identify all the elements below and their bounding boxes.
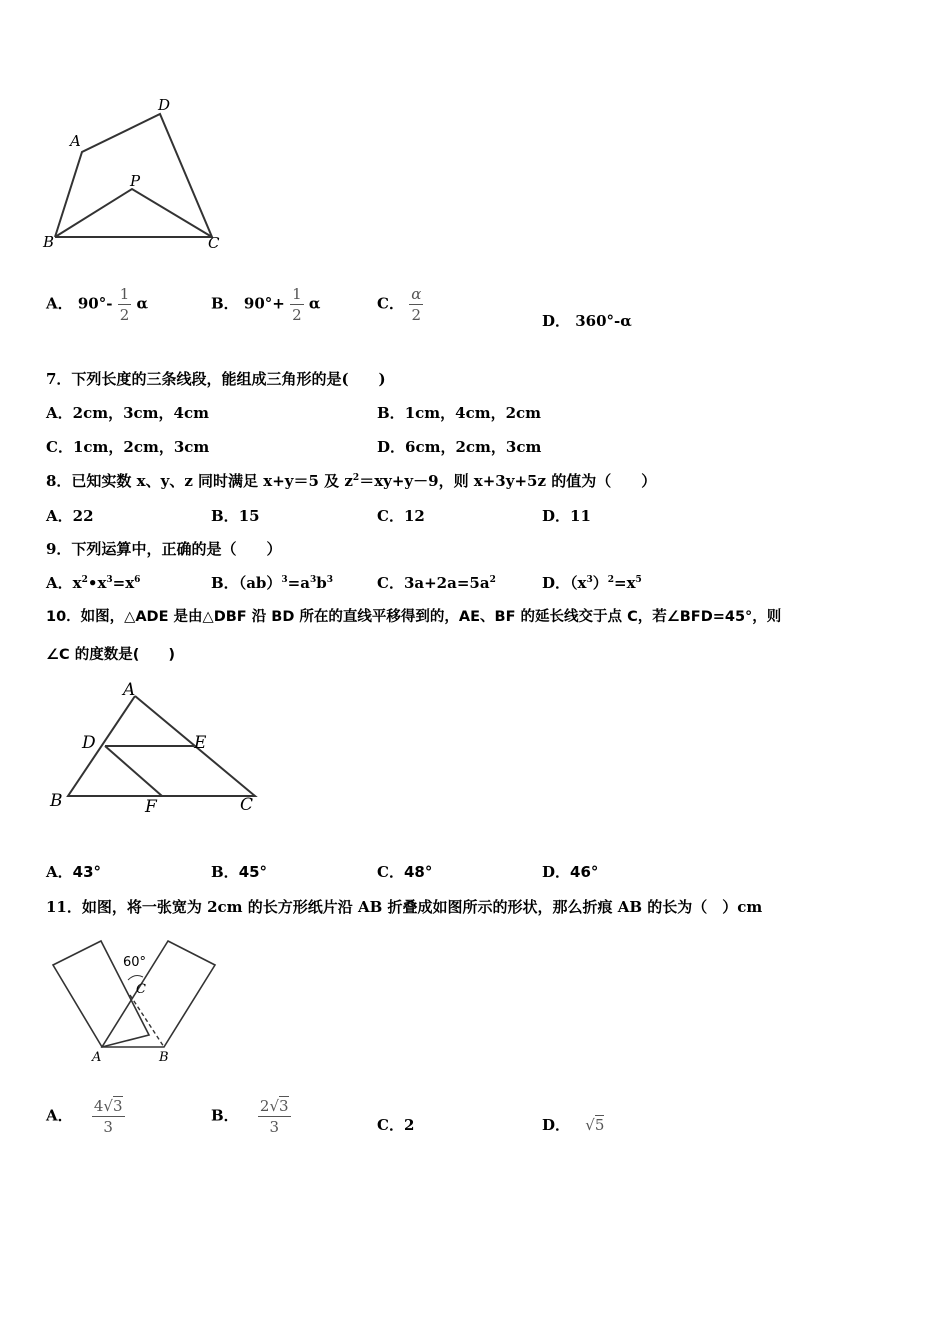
q10-label-c: C bbox=[240, 795, 254, 815]
q7-option-b-text: 1cm，4cm，2cm bbox=[404, 404, 542, 422]
q11-b-coef: 2 bbox=[259, 1097, 270, 1115]
q6-option-b-pre: 90°+ bbox=[243, 294, 285, 313]
q10-option-b-text: 45° bbox=[238, 863, 268, 881]
q11-label-a: A bbox=[92, 1050, 102, 1065]
q8-option-d bbox=[542, 506, 591, 526]
q6-option-a-num: 1 bbox=[119, 285, 130, 303]
q6-label-c: C bbox=[208, 234, 220, 252]
q11-option-d-label: D． bbox=[542, 1116, 571, 1134]
q11-option-d bbox=[542, 1115, 604, 1135]
q10-label-d: D bbox=[82, 733, 96, 753]
q10-option-a-text: 43° bbox=[72, 863, 102, 881]
q6-option-d-label: D． bbox=[542, 312, 571, 330]
q6-option-a bbox=[46, 286, 148, 323]
q9-a-2: •x bbox=[87, 574, 107, 592]
q11-b-rad: 3 bbox=[279, 1097, 289, 1115]
q9-d-s3: 5 bbox=[635, 575, 642, 585]
q10-option-c-label: C． bbox=[377, 863, 404, 881]
q6-option-c-fraction bbox=[409, 286, 423, 323]
q10-option-b bbox=[211, 862, 267, 882]
q11-d-rad: 5 bbox=[594, 1116, 605, 1134]
q10-option-a bbox=[46, 862, 101, 882]
q6-option-a-den: 2 bbox=[119, 306, 130, 324]
q6-label-d: D bbox=[158, 96, 171, 114]
q10-option-b-label: B． bbox=[211, 863, 239, 881]
q6-option-b-num: 1 bbox=[292, 285, 302, 303]
q8-option-c-label: C． bbox=[377, 507, 404, 525]
q8-stem-part1: 8．已知实数 x、y、z 同时满足 x+y＝5 及 z bbox=[46, 472, 353, 490]
q11-option-b bbox=[211, 1098, 291, 1135]
q6-option-a-label: A． bbox=[46, 294, 73, 313]
q9-a-s2: 3 bbox=[106, 575, 113, 585]
q6-option-b-den: 2 bbox=[292, 306, 302, 324]
q7-option-a-label: A． bbox=[46, 404, 73, 422]
q10-label-b: B bbox=[50, 791, 63, 811]
q10-label-f: F bbox=[145, 797, 157, 817]
q6-inner-lines bbox=[55, 189, 212, 237]
figure-q10-triangles bbox=[40, 678, 270, 818]
q9-b-s2: 3 bbox=[309, 575, 317, 585]
q7-option-a bbox=[46, 403, 209, 423]
q7-option-d-text: 6cm，2cm，3cm bbox=[405, 438, 542, 456]
q9-b-s3: 3 bbox=[326, 575, 333, 585]
q10-option-d-text: 46° bbox=[570, 863, 599, 881]
q6-option-b-label: B． bbox=[211, 294, 239, 313]
q11-stem: 11．如图，将一张宽为 2cm 的长方形纸片沿 AB 折叠成如图所示的形状，那么折痕 AB 的长为（ ）cm bbox=[46, 898, 763, 916]
q9-a-s3: 6 bbox=[134, 575, 141, 585]
q9-option-b bbox=[211, 573, 333, 593]
q8-option-a-text: 22 bbox=[72, 507, 94, 525]
q11-label-c: C bbox=[136, 982, 146, 997]
q9-option-d-label: D． bbox=[542, 574, 571, 592]
q6-option-c-label: C． bbox=[377, 294, 404, 313]
q6-label-b: B bbox=[43, 233, 55, 251]
q10-label-a: A bbox=[123, 680, 136, 700]
q10-option-a-label: A． bbox=[46, 863, 73, 881]
q11-option-a-num bbox=[92, 1098, 125, 1117]
q8-option-b bbox=[211, 506, 260, 526]
q10-stem-line1: 10．如图，△ADE 是由△DBF 沿 BD 所在的直线平移得到的，AE、BF 的延长线交于点 C，若∠BFD=45°，则 bbox=[46, 609, 782, 625]
q8-option-c bbox=[377, 506, 425, 526]
figure-q6-quadrilateral bbox=[40, 92, 240, 257]
q7-stem: 7．下列长度的三条线段，能组成三角形的是( ) bbox=[46, 370, 386, 388]
q9-option-c-label: C． bbox=[377, 574, 404, 592]
q9-b-1: （ab） bbox=[238, 574, 282, 592]
q6-option-a-post: α bbox=[136, 294, 149, 313]
q6-label-a: A bbox=[70, 132, 81, 150]
q6-option-b bbox=[211, 286, 320, 323]
q8-option-d-text: 11 bbox=[570, 507, 591, 525]
q9-a-s1: 2 bbox=[81, 575, 88, 585]
q9-c-s1: 2 bbox=[489, 575, 496, 585]
q7-option-c-text: 1cm，2cm，3cm bbox=[72, 438, 210, 456]
q6-option-c-den: 2 bbox=[411, 306, 422, 324]
q11-option-b-den: 3 bbox=[269, 1118, 280, 1136]
q11-label-angle: 60° bbox=[123, 955, 147, 970]
q10-option-d-label: D． bbox=[542, 863, 571, 881]
q11-option-b-fraction bbox=[258, 1098, 291, 1135]
q8-option-d-label: D． bbox=[542, 507, 571, 525]
sqrt-icon: √ bbox=[585, 1116, 595, 1134]
q6-label-p: P bbox=[130, 172, 141, 190]
q8-option-a bbox=[46, 506, 94, 526]
q8-option-b-label: B． bbox=[211, 507, 239, 525]
q11-option-c bbox=[377, 1115, 414, 1135]
q11-option-a bbox=[46, 1098, 125, 1135]
q6-option-d bbox=[542, 311, 632, 331]
q9-d-s2: 2 bbox=[607, 575, 615, 585]
q11-label-b: B bbox=[159, 1050, 169, 1065]
q9-d-s1: 3 bbox=[586, 575, 593, 585]
q10-line-df bbox=[105, 746, 162, 796]
q6-option-c bbox=[377, 286, 423, 323]
q6-option-c-num: α bbox=[411, 285, 422, 303]
q10-stem-line2: ∠C 的度数是( ) bbox=[46, 647, 175, 663]
q8-stem-sup: 2 bbox=[352, 473, 360, 483]
q11-angle-arc bbox=[128, 976, 143, 980]
q11-option-b-label: B． bbox=[211, 1106, 239, 1125]
q9-b-3: b bbox=[316, 574, 327, 592]
q11-option-c-text: 2 bbox=[403, 1116, 415, 1134]
q11-a-coef: 4 bbox=[93, 1097, 104, 1115]
q9-c-1: 3a+2a=5a bbox=[403, 574, 490, 592]
q11-right-strip bbox=[102, 941, 215, 1047]
q7-option-d bbox=[377, 437, 541, 457]
q7-option-c bbox=[46, 437, 209, 457]
q6-option-b-fraction bbox=[290, 286, 304, 323]
q7-option-b bbox=[377, 403, 541, 423]
q9-option-b-label: B． bbox=[211, 574, 239, 592]
q8-option-b-text: 15 bbox=[238, 507, 260, 525]
q9-b-s1: 3 bbox=[281, 575, 288, 585]
q7-option-b-label: B． bbox=[377, 404, 405, 422]
q9-d-3: =x bbox=[614, 574, 636, 592]
q7-option-a-text: 2cm，3cm，4cm bbox=[72, 404, 209, 422]
q6-option-b-post: α bbox=[308, 294, 321, 313]
q10-option-c-text: 48° bbox=[403, 863, 433, 881]
q9-d-2: ） bbox=[592, 574, 608, 592]
q8-stem bbox=[46, 471, 656, 491]
q10-option-d bbox=[542, 862, 598, 882]
q11-a-rad: 3 bbox=[112, 1097, 123, 1115]
sqrt-icon: √ bbox=[269, 1097, 280, 1115]
q8-stem-part2: ＝xy+y－9，则 x+3y+5z 的值为（ ） bbox=[359, 472, 657, 490]
sqrt-icon: √ bbox=[103, 1097, 113, 1115]
q11-option-a-label: A． bbox=[46, 1106, 73, 1125]
q6-option-a-pre: 90°- bbox=[77, 294, 113, 313]
q9-option-a bbox=[46, 573, 140, 593]
q6-option-a-fraction bbox=[118, 286, 132, 323]
q11-option-a-fraction bbox=[92, 1098, 125, 1135]
q9-option-d bbox=[542, 573, 642, 593]
q9-option-c bbox=[377, 573, 496, 593]
q9-option-a-label: A． bbox=[46, 574, 73, 592]
q9-d-1: （x bbox=[570, 574, 587, 592]
q8-option-c-text: 12 bbox=[403, 507, 425, 525]
q11-option-b-num bbox=[258, 1098, 291, 1117]
q7-option-c-label: C． bbox=[46, 438, 73, 456]
q7-option-d-label: D． bbox=[377, 438, 406, 456]
q8-option-a-label: A． bbox=[46, 507, 73, 525]
q10-label-e: E bbox=[194, 733, 207, 753]
q11-option-d-sqrt bbox=[585, 1116, 604, 1134]
q9-a-1: x bbox=[72, 574, 82, 592]
q11-option-c-label: C． bbox=[377, 1116, 404, 1134]
q9-a-3: =x bbox=[112, 574, 135, 592]
figure-q11-folded-strip bbox=[45, 935, 225, 1070]
q9-stem: 9．下列运算中，正确的是（ ） bbox=[46, 540, 282, 558]
q9-b-2: =a bbox=[287, 574, 310, 592]
q11-option-a-den: 3 bbox=[103, 1118, 113, 1136]
q10-option-c bbox=[377, 862, 432, 882]
q6-option-d-text: 360°-α bbox=[575, 312, 632, 330]
